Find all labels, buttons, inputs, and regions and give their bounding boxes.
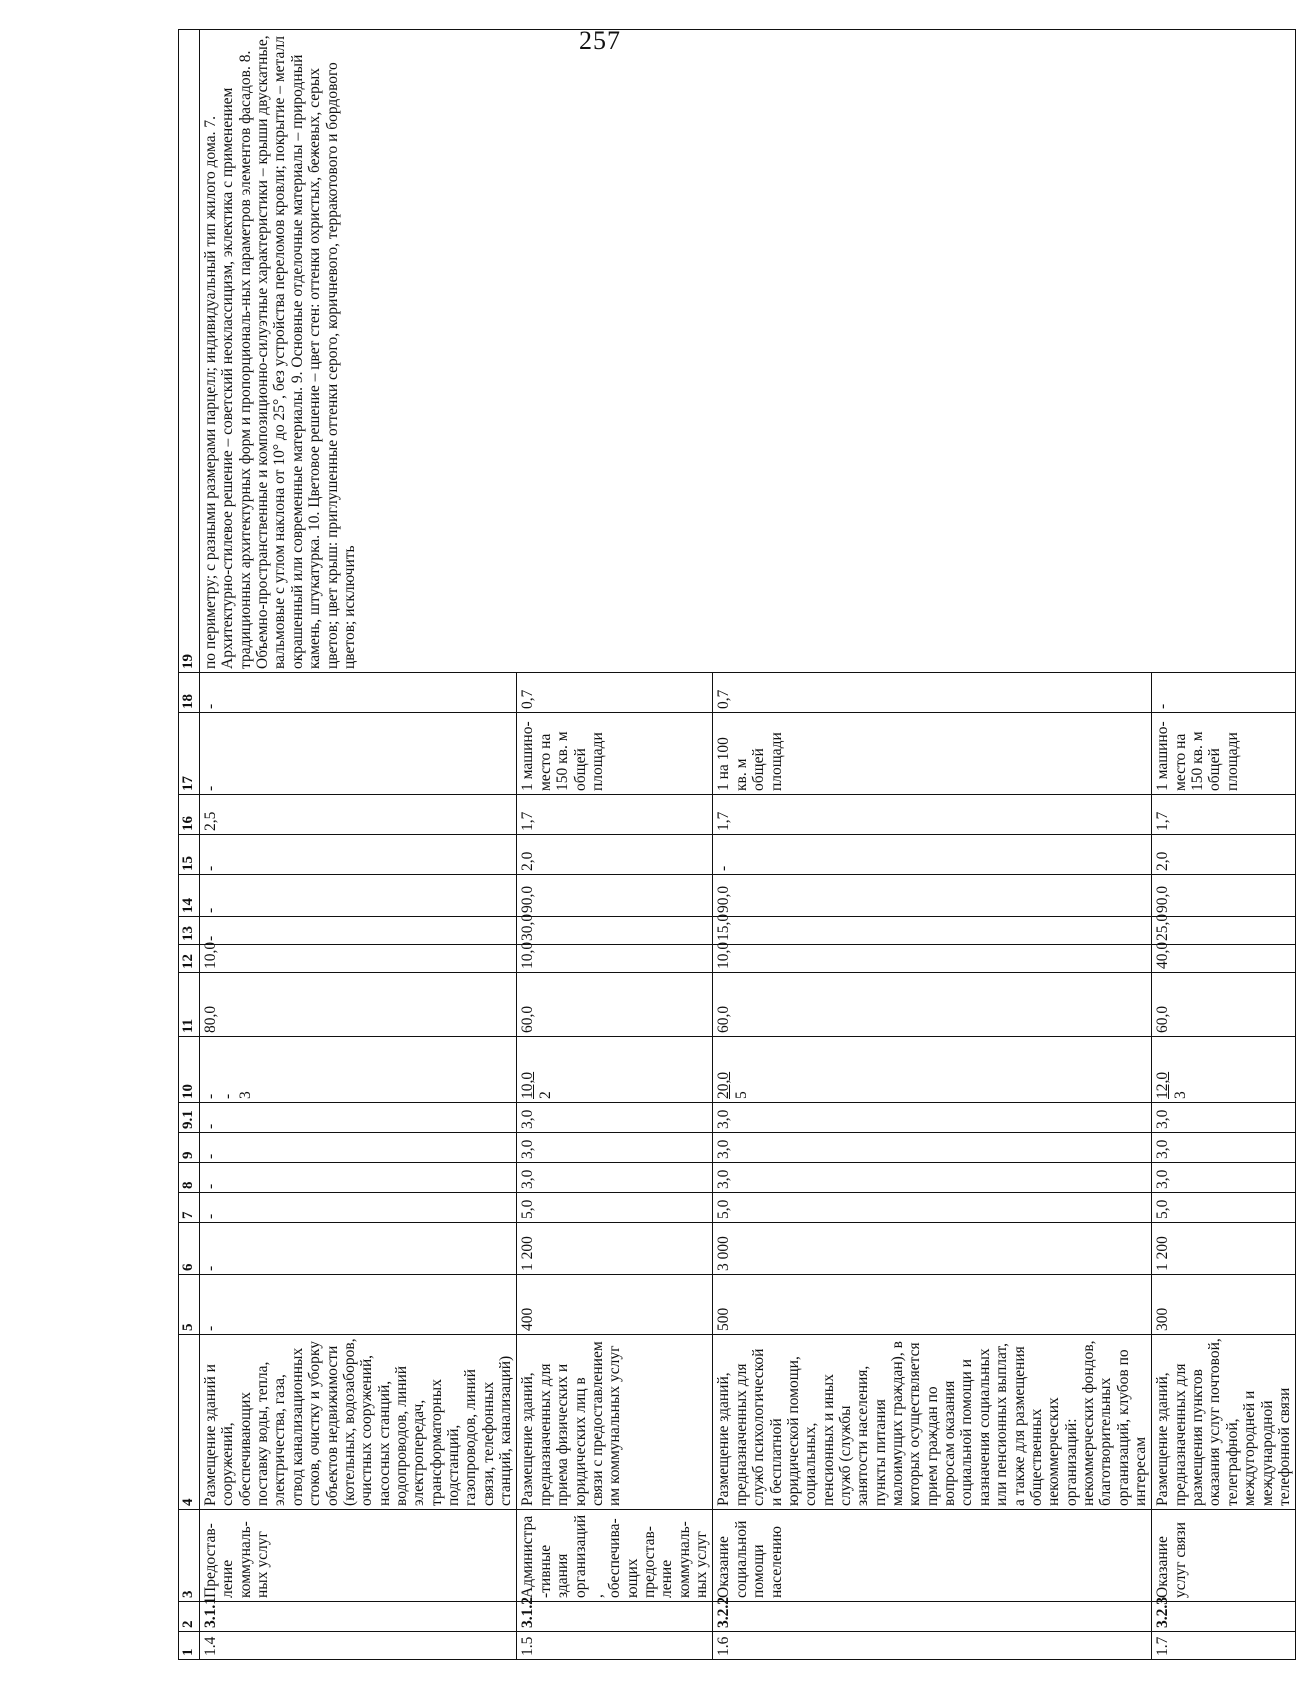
header-row — [179, 30, 200, 1660]
cell-value: 1,7 — [517, 795, 713, 835]
cell-value: 2,0 — [517, 835, 713, 875]
cell-value: 300 — [1152, 1275, 1296, 1335]
cell-value: 0,7 — [517, 673, 713, 713]
floors-fraction-denominator: 3 — [1171, 1091, 1189, 1099]
col-header: 4 — [179, 1335, 200, 1510]
col-header: 18 — [179, 673, 200, 713]
cell-value: - — [200, 1133, 517, 1163]
col-header: 14 — [179, 875, 200, 917]
cell-value: 3,0 — [517, 1133, 713, 1163]
cell-value: - — [200, 917, 517, 945]
cell-value: - — [200, 1223, 517, 1275]
cell-value: 5,0 — [1152, 1193, 1296, 1223]
cell-value: 1,7 — [1152, 795, 1296, 835]
floors-fraction — [1154, 1072, 1189, 1099]
cell-number: 1.4 — [200, 1632, 517, 1660]
cell-value: 90,0 — [1152, 875, 1296, 917]
cell-value: 3,0 — [713, 1133, 1152, 1163]
cell-value: - — [200, 673, 517, 713]
cell-value: 60,0 — [713, 973, 1152, 1037]
page-number: 257 — [579, 26, 621, 55]
floors-fraction-numerator: 12,0 — [1154, 1071, 1172, 1099]
cell-value: 40,0 — [1152, 945, 1296, 973]
cell-value: 10,0 — [517, 945, 713, 973]
cell-value: 3,0 — [517, 1103, 713, 1133]
cell-value: 1 200 — [517, 1223, 713, 1275]
floors-fraction — [519, 1072, 554, 1099]
cell-value: - — [200, 1163, 517, 1193]
cell-parking: 1 машино-место на 150 кв. м общей площади — [517, 713, 713, 795]
col-header: 10 — [179, 1037, 200, 1103]
cell-code: 3.2.3 — [1152, 1602, 1296, 1632]
col-header: 6 — [179, 1223, 200, 1275]
col-header: 17 — [179, 713, 200, 795]
col-header: 15 — [179, 835, 200, 875]
cell-value: - — [200, 875, 517, 917]
cell-value: 5,0 — [517, 1193, 713, 1223]
cell-floors-line: 3 — [236, 1091, 254, 1099]
cell-value: 2,0 — [1152, 835, 1296, 875]
zoning-regulations-table — [178, 29, 1296, 1660]
cell-use-name: Администра-тивные здания организаций, обеспечива-ющих предостав-ление коммуналь-ных услуг — [517, 1510, 713, 1602]
cell-floors-line: - — [202, 1093, 219, 1099]
cell-code: 3.2.2 — [713, 1602, 1152, 1632]
cell-value: 10,0 — [200, 945, 517, 973]
cell-value: 30,0 — [517, 917, 713, 945]
col-header: 13 — [179, 917, 200, 945]
floors-fraction-numerator: 20,0 — [715, 1071, 733, 1099]
col-header: 5 — [179, 1275, 200, 1335]
cell-code: 3.1.1 — [200, 1602, 517, 1632]
cell-value: 0,7 — [713, 673, 1152, 713]
col-header: 9.1 — [179, 1103, 200, 1133]
cell-architectural-requirements: по периметру; с разными размерами парцелл; индивидуальный тип жилого дома. 7. Архитектурно-стилевое решение – советский неоклассицизм, эклектика с применением традиционных архитектурных форм и пропорциональ-ных параметров элементов фасадов. 8. Объемно-пространственные и композиционно-силуэтные характеристики – крыши двускатные, вальмовые с углом наклона от 10° до 25°, без устройства переломов кровли; покрытие – металл окрашенный или современные материалы. 9. Основные отделочные материалы – природный камень, штукатурка. 10. Цветовое решение – цвет стен: оттенки охристых, бежевых, серых цветов; цвет крыш: приглушенные оттенки серого, коричневого, терракотового и бордового цветов; исключить — [200, 30, 1296, 673]
cell-parking: 1 машино-место на 150 кв. м общей площади — [1152, 713, 1296, 795]
cell-value: 90,0 — [713, 875, 1152, 917]
col-header: 7 — [179, 1193, 200, 1223]
cell-floors — [1152, 1037, 1296, 1103]
cell-floors-line: - — [219, 1093, 237, 1099]
cell-value: - — [200, 1193, 517, 1223]
table-row — [200, 30, 517, 1660]
col-header: 12 — [179, 945, 200, 973]
cell-use-name: Оказание услуг связи — [1152, 1510, 1296, 1602]
cell-value: 60,0 — [517, 973, 713, 1037]
cell-value: 80,0 — [200, 973, 517, 1037]
cell-value: 3,0 — [1152, 1163, 1296, 1193]
col-header: 1 — [179, 1632, 200, 1660]
col-header: 3 — [179, 1510, 200, 1602]
cell-use-name: Предостав-ление коммуналь-ных услуг — [200, 1510, 517, 1602]
cell-value: - — [713, 835, 1152, 875]
col-header: 2 — [179, 1602, 200, 1632]
floors-fraction — [715, 1072, 750, 1099]
cell-value: 1,7 — [713, 795, 1152, 835]
col-header: 8 — [179, 1163, 200, 1193]
cell-number: 1.7 — [1152, 1632, 1296, 1660]
cell-value: 3,0 — [713, 1163, 1152, 1193]
cell-value: - — [200, 713, 517, 795]
cell-value: - — [200, 1275, 517, 1335]
cell-use-description: Размещение зданий, предназначенных для приема физических и юридических лиц в связи с предоставлением им коммунальных услуг — [517, 1335, 713, 1510]
cell-value: 500 — [713, 1275, 1152, 1335]
cell-value: - — [200, 835, 517, 875]
col-header: 11 — [179, 973, 200, 1037]
cell-use-description: Размещение зданий, предназначенных для размещения пунктов оказания услуг почтовой, телеграфной, междугородней и международной телефонной связи — [1152, 1335, 1296, 1510]
cell-number: 1.5 — [517, 1632, 713, 1660]
cell-value: - — [200, 1103, 517, 1133]
cell-value: - — [1152, 673, 1296, 713]
cell-value: 90,0 — [517, 875, 713, 917]
cell-value: 3 000 — [713, 1223, 1152, 1275]
floors-fraction-denominator: 2 — [536, 1091, 554, 1099]
cell-value: 3,0 — [713, 1103, 1152, 1133]
cell-value: 1 200 — [1152, 1223, 1296, 1275]
col-header: 9 — [179, 1133, 200, 1163]
floors-fraction-numerator: 10,0 — [519, 1071, 537, 1099]
cell-value: 25,0 — [1152, 917, 1296, 945]
cell-use-description: Размещение зданий, предназначенных для служб психологической и бесплатной юридической помощи, социальных, пенсионных и иных служб (службы занятости населения, пункты питания малоимущих граждан), в которых осуществляется прием граждан по вопросам оказания социальной помощи и назначения социальных или пенсионных выплат, а также для размещения общественных некоммерческих организаций: некоммерческих фондов, благотворительных организаций, клубов по интересам — [713, 1335, 1152, 1510]
cell-use-description: Размещение зданий и сооружений, обеспечивающих поставку воды, тепла, электричества, газа, отвод канализационных стоков, очистку и уборку объектов недвижимости (котельных, водозаборов, очистных сооружений, насосных станций, водопроводов, линий электропередач, трансформаторных подстанций, газопроводов, линий связи, телефонных станций, канализаций) — [200, 1335, 517, 1510]
cell-value: 10,0 — [713, 945, 1152, 973]
cell-floors — [713, 1037, 1152, 1103]
cell-value: 400 — [517, 1275, 713, 1335]
cell-number: 1.6 — [713, 1632, 1152, 1660]
cell-value: 15,0 — [713, 917, 1152, 945]
cell-value: 2,5 — [200, 795, 517, 835]
cell-floors — [200, 1037, 517, 1103]
cell-code: 3.1.2 — [517, 1602, 713, 1632]
cell-value: 5,0 — [713, 1193, 1152, 1223]
col-header: 16 — [179, 795, 200, 835]
cell-value: 3,0 — [1152, 1133, 1296, 1163]
cell-floors — [517, 1037, 713, 1103]
cell-use-name: Оказание социальной помощи населению — [713, 1510, 1152, 1602]
cell-value: 3,0 — [517, 1163, 713, 1193]
col-header: 19 — [179, 30, 200, 673]
floors-fraction-denominator: 5 — [732, 1091, 750, 1099]
cell-value: 3,0 — [1152, 1103, 1296, 1133]
cell-parking: 1 на 100 кв. м общей площади — [713, 713, 1152, 795]
cell-value: 60,0 — [1152, 973, 1296, 1037]
